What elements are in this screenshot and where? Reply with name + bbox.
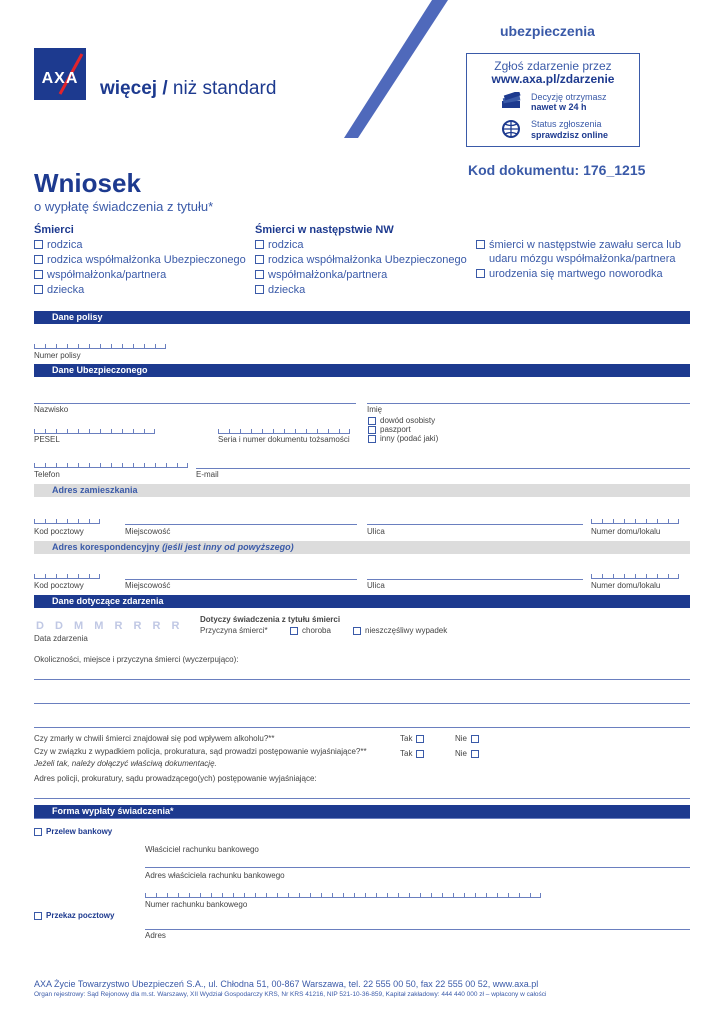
phone-field[interactable] xyxy=(34,463,188,468)
checkbox xyxy=(34,240,43,249)
corr-street-field[interactable] xyxy=(367,579,583,580)
page-subtitle: o wypłatę świadczenia z tytułu* xyxy=(34,199,214,214)
address-field[interactable] xyxy=(145,929,690,930)
option-heart-attack[interactable]: śmierci w następstwie zawału serca lub xyxy=(476,238,691,252)
cause-illness[interactable]: choroba xyxy=(290,626,331,635)
circumstances-line-3[interactable] xyxy=(34,727,690,728)
pesel-field[interactable] xyxy=(34,429,155,434)
option-nw-spouse-parent[interactable]: rodzica współmałżonka Ubezpieczonego xyxy=(255,253,470,267)
checkbox xyxy=(34,828,42,836)
death-options-col1 xyxy=(34,224,254,297)
corr-postal-code-field[interactable] xyxy=(34,574,100,579)
policy-number-field[interactable] xyxy=(34,344,166,349)
doc-type-other[interactable]: inny (podać jaki) xyxy=(368,434,438,443)
corr-postal-code-label: Kod pocztowy xyxy=(34,581,84,590)
checkbox xyxy=(255,255,264,264)
investigation-yes[interactable]: Tak xyxy=(400,749,424,758)
checkbox xyxy=(34,912,42,920)
death-options-col3 xyxy=(476,238,691,281)
option-nw-parent[interactable]: rodzica xyxy=(255,238,470,252)
footer-company: AXA Życie Towarzystwo Ubezpieczeń S.A., ul. Chłodna 51, 00-867 Warszawa, tel. 22 555 00 50, fax 22 555 00 52, www.axa.pl xyxy=(34,979,539,989)
item2-value: sprawdzisz online xyxy=(531,130,609,140)
checkbox xyxy=(34,255,43,264)
cause-label: Przyczyna śmierci* xyxy=(200,626,268,635)
city-label: Miejscowość xyxy=(125,527,171,536)
decorative-slash xyxy=(340,0,450,140)
circumstances-line-2[interactable] xyxy=(34,703,690,704)
option-spouse[interactable]: współmałżonka/partnera xyxy=(34,268,254,282)
surname-label: Nazwisko xyxy=(34,405,69,414)
col2-heading: Śmierci w następstwie NW xyxy=(255,224,394,236)
postal-code-label: Kod pocztowy xyxy=(34,527,84,536)
option-heart-attack-cont: udaru mózgu współmałżonka/partnera xyxy=(489,253,676,265)
checkbox xyxy=(368,426,376,434)
account-owner-label: Właściciel rachunku bankowego xyxy=(145,845,259,854)
section-insured: Dane Ubezpieczonego xyxy=(34,364,690,377)
globe-icon xyxy=(501,119,521,139)
email-label: E-mail xyxy=(196,470,219,479)
checkbox xyxy=(353,627,361,635)
item1-label: Decyzję otrzymasz xyxy=(531,92,607,102)
option-child[interactable]: dziecka xyxy=(34,283,254,297)
section-correspondence-note: (jeśli jest inny od powyższego) xyxy=(162,542,294,552)
item2-label: Status zgłoszenia xyxy=(531,119,602,129)
checkbox xyxy=(471,750,479,758)
page-title: Wniosek xyxy=(34,168,141,198)
section-payment: Forma wypłaty świadczenia* xyxy=(34,805,690,818)
house-number-label: Numer domu/lokalu xyxy=(591,527,661,536)
axa-logo-text: AXA xyxy=(41,70,79,87)
section-address: Adres zamieszkania xyxy=(34,484,690,497)
event-concerns-label: Dotyczy świadczenia z tytułu śmierci xyxy=(200,615,341,624)
doc-number-label: Seria i numer dokumentu tożsamości xyxy=(218,435,350,444)
house-number-field[interactable] xyxy=(591,519,679,524)
investigation-no[interactable]: Nie xyxy=(455,749,479,758)
option-stillborn[interactable]: urodzenia się martwego noworodka xyxy=(476,267,691,281)
circumstances-label: Okoliczności, miejsce i przyczyna śmierci (wyczerpująco): xyxy=(34,655,239,664)
investigation-note: Jeżeli tak, należy dołączyć właściwą dokumentację. xyxy=(34,759,217,768)
question-investigation: Czy w związku z wypadkiem policja, prokuratura, sąd prowadzi postępowanie wyjaśniające?** xyxy=(34,747,367,756)
slogan-sep: / xyxy=(162,78,168,99)
col1-heading: Śmierci xyxy=(34,224,74,236)
item1-value: nawet w 24 h xyxy=(531,102,587,112)
name-label: Imię xyxy=(367,405,383,414)
policy-number-label: Numer polisy xyxy=(34,351,81,360)
category-title: ubezpieczenia xyxy=(500,23,595,39)
question-alcohol: Czy zmarły w chwili śmierci znajdował się pod wpływem alkoholu?** xyxy=(34,734,275,743)
question-authority-address: Adres policji, prokuratury, sądu prowadzącego(ych) postępowanie wyjaśniające: xyxy=(34,774,317,783)
checkbox xyxy=(476,240,485,249)
option-nw-spouse[interactable]: współmałżonka/partnera xyxy=(255,268,470,282)
corr-house-number-label: Numer domu/lokalu xyxy=(591,581,661,590)
checkbox xyxy=(255,270,264,279)
report-link[interactable]: www.axa.pl/zdarzenie xyxy=(491,72,615,86)
checkbox xyxy=(255,240,264,249)
checkbox xyxy=(416,735,424,743)
alcohol-no[interactable]: Nie xyxy=(455,734,479,743)
account-number-field[interactable] xyxy=(145,893,541,898)
checkbox xyxy=(34,285,43,294)
event-date-label: Data zdarzenia xyxy=(34,634,88,643)
section-policy: Dane polisy xyxy=(34,311,690,324)
address-label: Adres xyxy=(145,931,166,940)
report-line1: Zgłoś zdarzenie przez xyxy=(494,59,612,73)
slogan-bold: więcej xyxy=(100,78,158,99)
checkbox xyxy=(34,270,43,279)
checkbox xyxy=(471,735,479,743)
surname-field[interactable] xyxy=(34,403,356,404)
street-field[interactable] xyxy=(367,524,583,525)
section-correspondence-title: Adres korespondencyjny xyxy=(52,542,160,552)
checkbox xyxy=(476,269,485,278)
authority-address-line[interactable] xyxy=(34,798,690,799)
circumstances-line-1[interactable] xyxy=(34,679,690,680)
corr-city-field[interactable] xyxy=(125,579,357,580)
option-parent[interactable]: rodzica xyxy=(34,238,254,252)
slogan-rest: niż standard xyxy=(172,78,277,99)
checkbox xyxy=(368,435,376,443)
corr-city-label: Miejscowość xyxy=(125,581,171,590)
account-owner-field[interactable] xyxy=(145,867,690,868)
payment-top-line xyxy=(34,818,690,819)
stack-money-icon xyxy=(500,92,522,110)
cause-accident[interactable]: nieszczęśliwy wypadek xyxy=(353,626,447,635)
owner-address-label: Adres właściciela rachunku bankowego xyxy=(145,871,285,880)
email-field[interactable] xyxy=(196,468,690,469)
doc-type-id[interactable]: dowód osobisty xyxy=(368,416,435,425)
checkbox xyxy=(290,627,298,635)
alcohol-yes[interactable]: Tak xyxy=(400,734,424,743)
checkbox xyxy=(255,285,264,294)
section-correspondence xyxy=(34,541,690,554)
death-options-col2 xyxy=(255,224,470,297)
city-field[interactable] xyxy=(125,524,357,525)
checkbox xyxy=(416,750,424,758)
corr-house-number-field[interactable] xyxy=(591,574,679,579)
event-date-field[interactable]: D D M M R R R R xyxy=(36,620,184,632)
option-spouse-parent[interactable]: rodzica współmałżonka Ubezpieczonego xyxy=(34,253,254,267)
account-number-label: Numer rachunku bankowego xyxy=(145,900,248,909)
payment-transfer[interactable]: Przelew bankowy xyxy=(34,827,112,836)
footer-registry: Organ rejestrowy: Sąd Rejonowy dla m.st. Warszawy, XII Wydział Gospodarczy KRS, Nr KRS 41216, NIP 521-10-36-859, Kapitał zakładowy: 444 440 000 zł – wpłacony w całości xyxy=(34,991,547,998)
checkbox xyxy=(368,417,376,425)
pesel-label: PESEL xyxy=(34,435,60,444)
slogan xyxy=(100,78,276,100)
doc-number-field[interactable] xyxy=(218,429,350,434)
report-box xyxy=(466,53,640,147)
document-code: Kod dokumentu: 176_1215 xyxy=(468,162,646,178)
name-field[interactable] xyxy=(367,403,690,404)
street-label: Ulica xyxy=(367,527,385,536)
option-nw-child[interactable]: dziecka xyxy=(255,283,470,297)
phone-label: Telefon xyxy=(34,470,60,479)
postal-code-field[interactable] xyxy=(34,519,100,524)
corr-street-label: Ulica xyxy=(367,581,385,590)
section-event: Dane dotyczące zdarzenia xyxy=(34,595,690,608)
payment-postal-order[interactable]: Przekaz pocztowy xyxy=(34,911,114,920)
doc-type-passport[interactable]: paszport xyxy=(368,425,411,434)
